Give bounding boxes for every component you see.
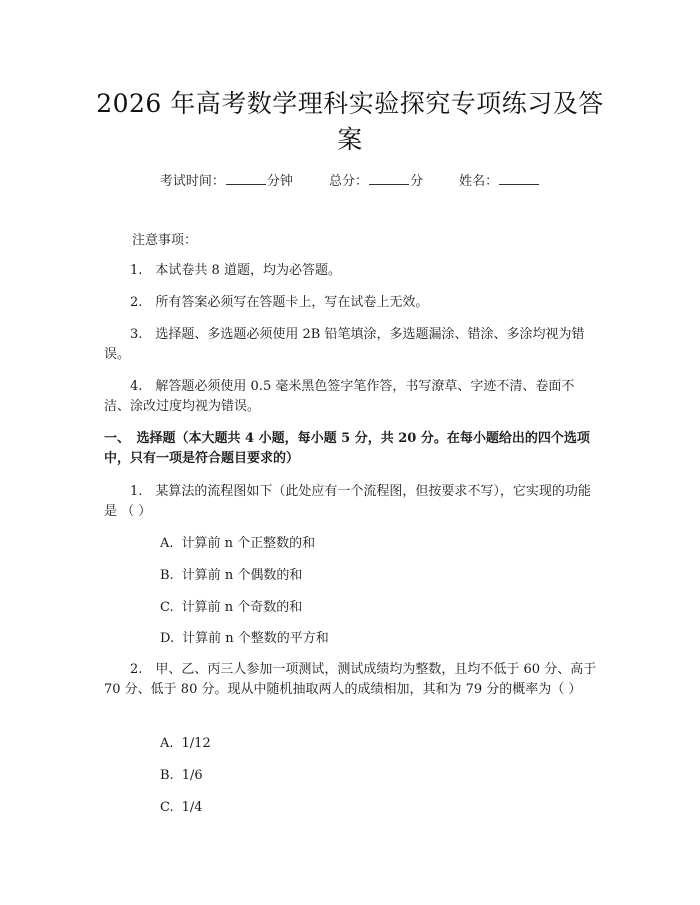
notice-item: 3. 选择题、多选题必须使用 2B 铅笔填涂，多选题漏涂、错涂、多涂均视为错误。: [104, 327, 585, 362]
option-b: [160, 566, 302, 586]
option-text: 计算前 n 个正整数的和: [181, 536, 316, 551]
option-letter: C.: [160, 800, 174, 815]
option-letter: A.: [160, 736, 174, 751]
name-label: 姓名：: [459, 174, 499, 189]
option-text: 1/4: [181, 800, 203, 815]
total-score-field: [329, 174, 427, 189]
option-letter: A.: [160, 536, 174, 551]
option-text: 计算前 n 个整数的平方和: [182, 631, 329, 646]
section-heading: 一、 选择题（本大题共 4 小题，每小题 5 分，共 20 分。在每小题给出的四个选项中，只有一项是符合题目要求的）: [104, 431, 590, 466]
exam-time-field: [160, 174, 297, 189]
option-text: 1/12: [181, 736, 211, 751]
question-stem: 2. 甲、乙、丙三人参加一项测试，测试成绩均为整数，且均不低于 60 分、高于 70 分、低于 80 分。现从中随机抽取两人的成绩相加，其和为 79 分的概率为（ ）: [104, 662, 597, 697]
exam-time-label: 考试时间：: [159, 174, 225, 189]
total-score-unit: 分: [410, 174, 424, 189]
option-d: [160, 629, 329, 649]
notice-item: 4. 解答题必须使用 0.5 毫米黑色签字笔作答，书写潦草、字迹不清、卷面不洁、涂改过度均视为错误。: [104, 379, 575, 414]
notice-item: 2. 所有答案必须写在答题卡上，写在试卷上无效。: [130, 295, 429, 310]
option-text: 计算前 n 个偶数的和: [181, 568, 303, 583]
exam-time-unit: 分钟: [266, 174, 293, 189]
total-score-blank: [369, 172, 409, 185]
name-field: [459, 174, 540, 189]
option-letter: C.: [160, 600, 174, 615]
option-letter: B.: [160, 768, 174, 783]
notice-heading: 注意事项：: [132, 233, 198, 248]
exam-time-blank: [226, 172, 266, 185]
option-c: [160, 598, 302, 618]
option-a: [160, 734, 211, 754]
option-letter: B.: [160, 568, 174, 583]
question-stem: 1. 某算法的流程图如下（此处应有一个流程图，但按要求不写），它实现的功能是 （ ）: [104, 484, 591, 519]
exam-meta: [0, 170, 700, 189]
document-title: 2026 年高考数学理科实验探究专项练习及答案: [96, 89, 604, 154]
option-letter: D.: [160, 631, 175, 646]
option-c: [160, 798, 203, 818]
option-text: 1/6: [181, 768, 203, 783]
total-score-label: 总分：: [328, 174, 368, 189]
option-b: [160, 766, 203, 786]
name-blank: [499, 172, 539, 185]
notice-item: 1. 本试卷共 8 道题，均为必答题。: [130, 263, 341, 278]
option-a: [160, 534, 315, 554]
option-text: 计算前 n 个奇数的和: [181, 600, 303, 615]
